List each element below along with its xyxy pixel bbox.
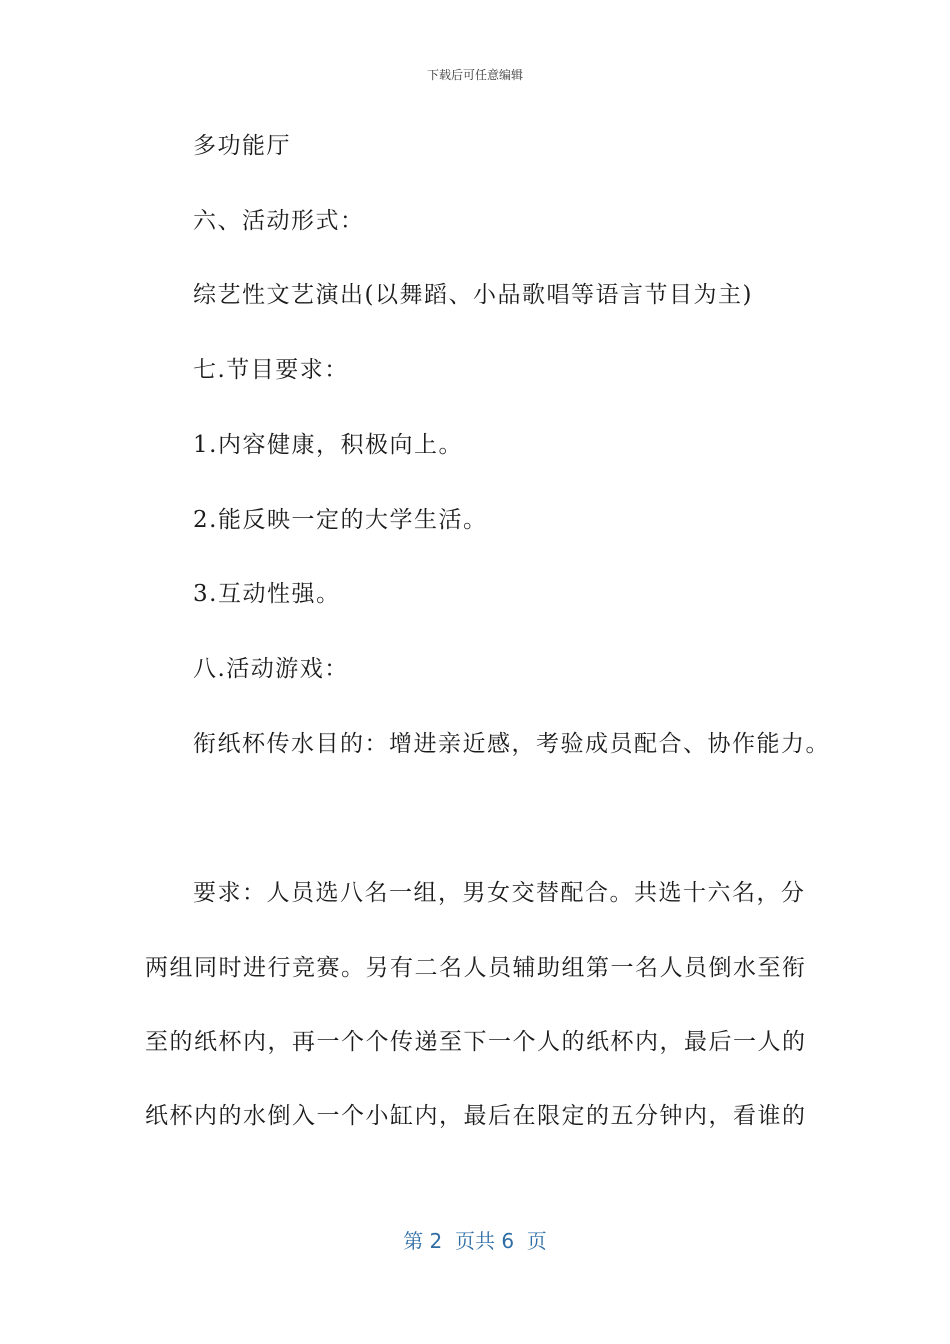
text-line-section-eight: 八.活动游戏： — [193, 656, 349, 682]
text-line-game-purpose: 衔纸杯传水目的：增进亲近感，考验成员配合、协作能力。 — [193, 731, 830, 757]
text-line-section-six: 六、活动形式： — [193, 208, 365, 234]
page-header: 下载后可任意编辑 — [426, 68, 523, 82]
text-line-rules-2: 两组同时进行竞赛。另有二名人员辅助组第一名人员倒水至衔 — [145, 955, 807, 981]
text-line-requirement-1: 1.内容健康，积极向上。 — [193, 432, 463, 458]
text-line-requirement-2: 2.能反映一定的大学生活。 — [193, 507, 488, 533]
text-line-rules-3: 至的纸杯内，再一个个传递至下一个人的纸杯内，最后一人的 — [145, 1029, 807, 1055]
text-line-section-seven: 七.节目要求： — [193, 357, 349, 383]
text-line-rules-1: 要求：人员选八名一组，男女交替配合。共选十六名，分 — [193, 880, 806, 906]
text-line-rules-4: 纸杯内的水倒入一个小缸内，最后在限定的五分钟内，看谁的 — [145, 1103, 807, 1129]
text-line-venue: 多功能厅 — [193, 133, 291, 159]
text-line-requirement-3: 3.互动性强。 — [193, 581, 341, 607]
page-number-footer: 第 2 页共 6 页 — [403, 1229, 547, 1253]
text-line-performance: 综艺性文艺演出(以舞蹈、小品歌唱等语言节目为主) — [193, 282, 753, 308]
